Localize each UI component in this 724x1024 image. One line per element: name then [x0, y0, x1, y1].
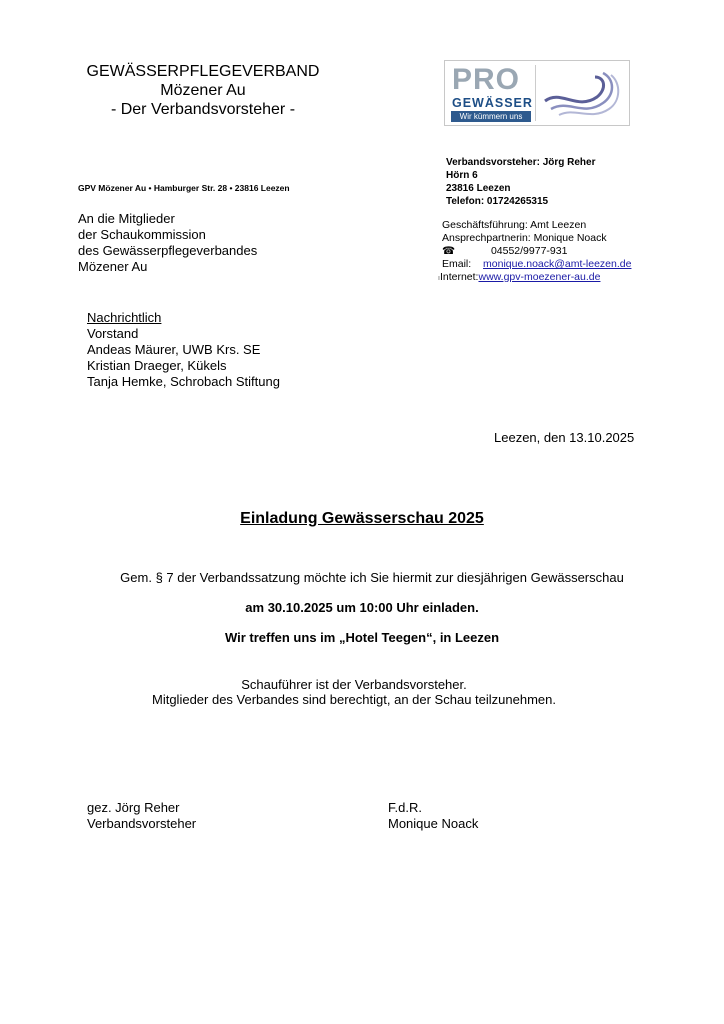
logo-gewaesser-text: GEWÄSSER: [452, 96, 533, 110]
sender-line: GPV Mözener Au • Hamburger Str. 28 • 23816 Leezen: [78, 183, 290, 193]
signature-right: [388, 800, 478, 832]
logo-divider: [535, 65, 536, 121]
contact-block: [438, 219, 632, 285]
internet-row: ıInternet:www.gpv-moezener-au.de: [438, 271, 601, 283]
cc-block: [87, 310, 280, 390]
vorsteher-city: 23816 Leezen: [446, 183, 511, 194]
org-subtitle: Mözener Au: [160, 82, 246, 99]
cc-line: Tanja Hemke, Schrobach Stiftung: [87, 374, 280, 389]
cc-heading: Nachrichtlich: [87, 310, 162, 325]
signature-left-role: Verbandsvorsteher: [87, 816, 197, 831]
pro-gewaesser-logo: [444, 60, 630, 126]
org-name: GEWÄSSERPFLEGEVERBAND: [86, 63, 320, 80]
recipient-line: der Schaukommission: [78, 227, 206, 242]
body-note-2: Mitglieder des Verbandes sind berechtigt, an der Schau teilzunehmen.: [152, 692, 556, 707]
recipient-line: An die Mitglieder: [78, 211, 175, 226]
org-letterhead: [78, 62, 328, 119]
logo-pro-text: PRO: [452, 63, 521, 96]
cc-line: Vorstand: [87, 326, 139, 341]
recipient-line: Mözener Au: [78, 259, 148, 274]
signature-right-prefix: F.d.R.: [388, 800, 422, 815]
phone-icon: ☎: [442, 245, 456, 257]
phone-number: 04552/9977-931: [490, 245, 568, 257]
body-where: Wir treffen uns im „Hotel Teegen“, in Leezen: [224, 630, 500, 645]
website-link[interactable]: www.gpv-moezener-au.de: [478, 271, 601, 283]
body-intro: Gem. § 7 der Verbandssatzung möchte ich Sie hiermit zur diesjährigen Gewässerschau: [120, 570, 624, 585]
vorsteher-phone: Telefon: 01724265315: [446, 196, 549, 207]
body-when: am 30.10.2025 um 10:00 Uhr einladen.: [245, 600, 479, 615]
phone-row: [442, 245, 631, 258]
internet-label: Internet:: [439, 271, 479, 283]
email-row: [442, 258, 631, 271]
vorsteher-name: Verbandsvorsteher: Jörg Reher: [446, 157, 596, 168]
signature-left-name: gez. Jörg Reher: [87, 800, 180, 815]
email-label: Email:: [442, 258, 472, 270]
letter-date: Leezen, den 13.10.2025: [494, 430, 635, 445]
logo-slogan: Wir kümmern uns: [451, 111, 531, 122]
signature-left: [87, 800, 196, 832]
wave-icon: [541, 67, 623, 121]
letter-heading: Einladung Gewässerschau 2025: [240, 510, 484, 527]
cc-line: Kristian Draeger, Kükels: [87, 358, 227, 373]
contact-person: Ansprechpartnerin: Monique Noack: [442, 232, 607, 244]
org-role: - Der Verbandsvorsteher -: [110, 101, 296, 118]
recipient-address: [78, 211, 257, 275]
vorsteher-street: Hörn 6: [446, 170, 478, 181]
management: Geschäftsführung: Amt Leezen: [442, 219, 587, 231]
recipient-line: des Gewässerpflegeverbandes: [78, 243, 258, 258]
vorsteher-block: [446, 156, 596, 208]
email-link[interactable]: monique.noack@amt-leezen.de: [483, 258, 632, 270]
body-note-1: Schauführer ist der Verbandsvorsteher.: [241, 677, 467, 692]
cc-line: Andeas Mäurer, UWB Krs. SE: [87, 342, 261, 357]
signature-right-name: Monique Noack: [388, 816, 479, 831]
